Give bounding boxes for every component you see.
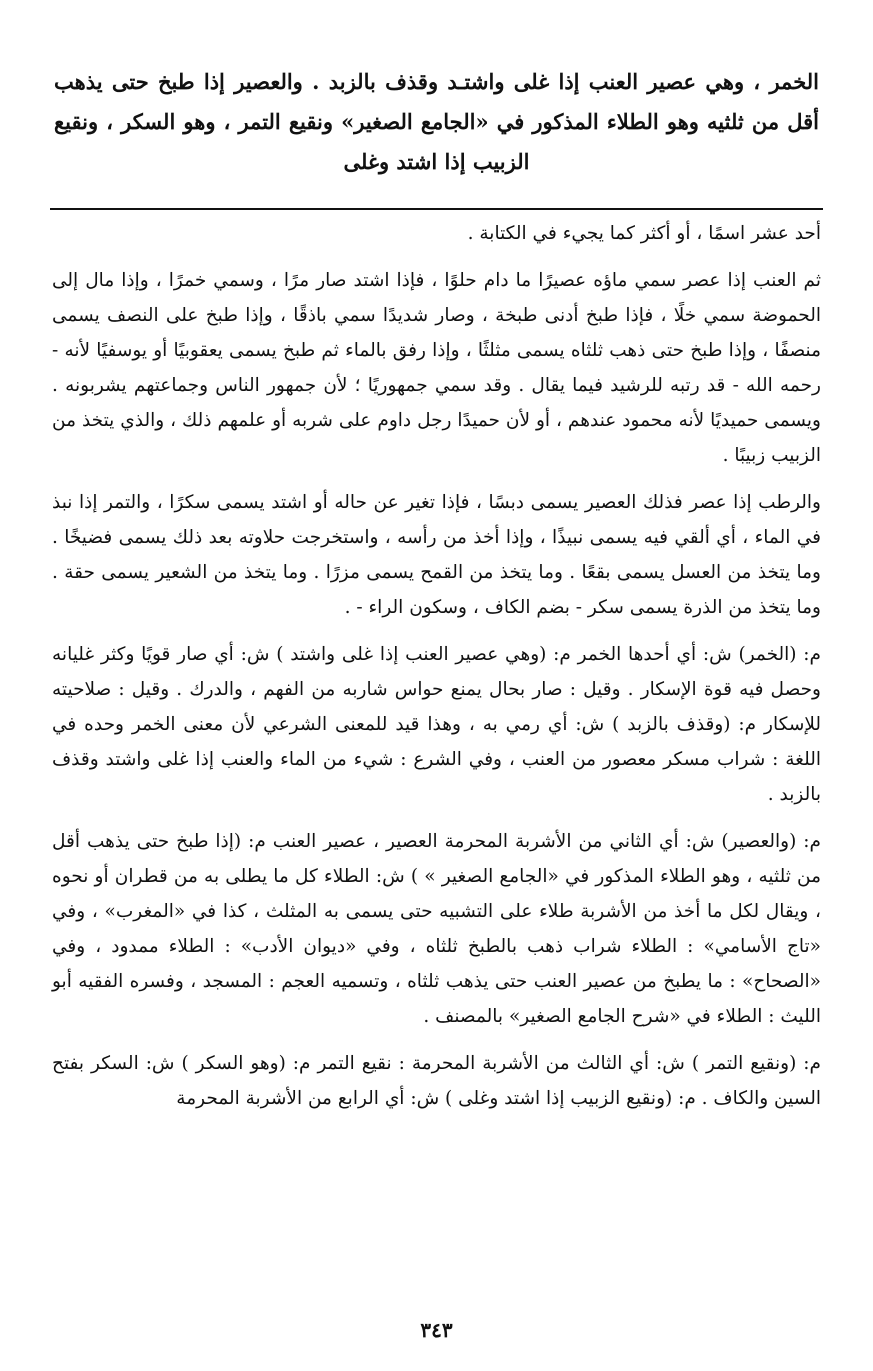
- separator-rule: [50, 208, 823, 210]
- paragraph: م: (ونقيع التمر ) ش: أي الثالث من الأشربة المحرمة : نقيع التمر م: (وهو السكر ) ش: السكر بفتح السين والكاف . م: (ونقيع الزبيب إذا اشتد وغلى ) ش: أي الرابع من الأشربة المحرمة: [52, 1053, 821, 1109]
- page-number: ٣٤٣: [420, 1318, 453, 1342]
- commentary: [52, 216, 821, 1116]
- paragraph: م: (والعصير) ش: أي الثاني من الأشربة المحرمة العصير ، عصير العنب م: (إذا طبخ حتى يذهب أقل من ثلثيه ، وهو الطلاء المذكور في «الجامع الصغير » ) ش: الطلاء كل ما يطلى به من قطران أو نحوه ، ويقال لكل ما أخذ من الأشربة طلاء على التشبيه حتى يسمى به المثلث ، كذا في «المغرب» ، وفي «تاج الأسامي» : الطلاء شراب ذهب بالطبخ ثلثاه ، وفي «ديوان الأدب» : الطلاء ممدود ، وفي «الصحاح» : ما يطبخ من عصير العنب حتى يذهب ثلثاه ، وتسميه العجم : المسجد ، وفسره الفقيه أبو الليث : الطلاء في «شرح الجامع الصغير» بالمصنف .: [52, 831, 821, 1027]
- paragraph: والرطب إذا عصر فذلك العصير يسمى دبسًا ، فإذا تغير عن حاله أو اشتد يسمى سكرًا ، والتمر إذا نبذ في الماء ، أي ألقي فيه يسمى نبيذًا ، وإذا أخذ من رأسه ، واستخرجت حلاوته بعد ذلك يسمى فضيخًا . وما يتخذ من العسل يسمى بقعًا . وما يتخذ من القمح يسمى مزرًا . وما يتخذ من الشعير يسمى حقة . وما يتخذ من الذرة يسمى سكر - بضم الكاف ، وسكون الراء - .: [52, 492, 821, 618]
- paragraph: أحد عشر اسمًا ، أو أكثر كما يجيء في الكتابة .: [467, 223, 821, 244]
- paragraph: م: (الخمر) ش: أي أحدها الخمر م: (وهي عصير العنب إذا غلى واشتد ) ش: أي صار قويًا وكثر غليانه وحصل فيه قوة الإسكار . وقيل : صار بحال يمنع حواس شاربه من الفهم ، والدرك . وقيل : صلاحيته للإسكار م: (وقذف بالزبد ) ش: أي رمي به ، وهذا قيد للمعنى الشرعي لأن معنى الخمر وحده في اللغة : شراب مسكر معصور من العنب ، وفي الشرع : شيء من الماء والعنب إذا غلى واشتد وقذف بالزبد .: [52, 644, 821, 805]
- matn-text: الخمر ، وهي عصير العنب إذا غلى واشتـد وقذف بالزبد . والعصير إذا طبخ حتى يذهب أقل من ثلثيه وهو الطلاء المذكور في «الجامع الصغير» ونقيع التمر ، وهو السكر ، ونقيع الزبيب إذا اشتد وغلى: [54, 69, 819, 174]
- paragraph: ثم العنب إذا عصر سمي ماؤه عصيرًا ما دام حلوًا ، فإذا اشتد صار مرًا ، وسمي خمرًا ، وإذا مال إلى الحموضة سمي خلًا ، فإذا طبخ أدنى طبخة ، وصار شديدًا سمي باذقًا ، وإذا طبخ على النصف يسمى منصفًا ، وإذا طبخ حتى ذهب ثلثاه يسمى مثلثًا ، وإذا رفق بالماء ثم طبخ يسمى يعقوبيًا أو يوسفيًا لأنه - رحمه الله - قد رتبه للرشيد فيما يقال . وقد سمي جمهوريًا ؛ لأن جمهور الناس وجماعتهم يشربونه . ويسمى حميديًا لأنه محمود عندهم ، أو لأن حميدًا رجل داوم على شربه أو علمهم ذلك ، والذي يتخذ من الزبيب زبيبًا .: [52, 270, 821, 466]
